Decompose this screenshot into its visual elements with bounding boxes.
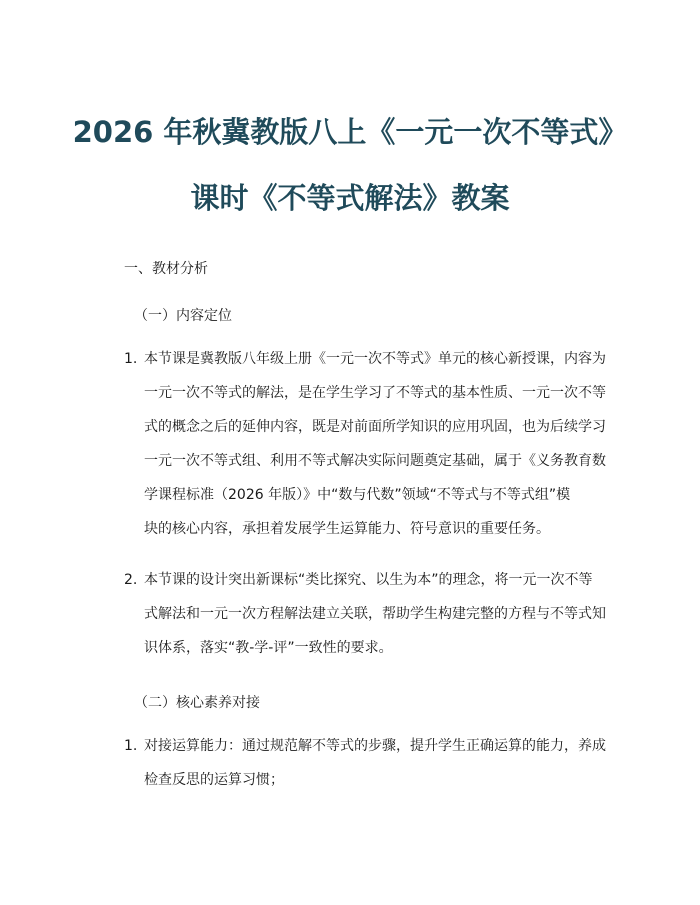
list-item: [124, 563, 606, 665]
list-item-number: 2.: [124, 572, 138, 588]
paragraph-line: 本节课是冀教版八年级上册《一元一次不等式》单元的核心新授课，内容为: [144, 351, 606, 367]
paragraph-line: 检查反思的运算习惯；: [144, 772, 284, 788]
paragraph-line: 块的核心内容，承担着发展学生运算能力、符号意识的重要任务。: [144, 521, 550, 537]
paragraph-line: 本节课的设计突出新课标“类比探究、以生为本”的理念，将一元一次不等: [144, 572, 593, 588]
paragraph-line: 一元一次不等式的解法，是在学生学习了不等式的基本性质、一元一次不等: [144, 385, 606, 401]
list-item: [124, 342, 606, 546]
document-title-line-1: 2026 年秋冀教版八上《一元一次不等式》: [72, 115, 628, 149]
paragraph-line: 识体系，落实“教-学-评”一致性的要求。: [144, 640, 393, 656]
list-item-number: 1.: [124, 351, 138, 367]
paragraph-line: 式的概念之后的延伸内容，既是对前面所学知识的应用巩固，也为后续学习: [144, 419, 606, 435]
paragraph-line: 对接运算能力：通过规范解不等式的步骤，提升学生正确运算的能力，养成: [144, 738, 606, 754]
list-item-number: 1.: [124, 738, 138, 754]
paragraph-line: 一元一次不等式组、利用不等式解决实际问题奠定基础，属于《义务教育数: [144, 453, 606, 469]
document-title-line-2: 课时《不等式解法》教案: [190, 181, 510, 215]
subsection-heading-core-literacy: （二）核心素养对接: [134, 695, 260, 711]
list-item: [124, 729, 606, 797]
paragraph-line: 学课程标准（2026 年版）》中“数与代数”领域“不等式与不等式组”模: [144, 487, 571, 503]
subsection-heading-content-positioning: （一）内容定位: [134, 308, 232, 324]
section-heading-textbook-analysis: 一、教材分析: [124, 261, 208, 277]
paragraph-line: 式解法和一元一次方程解法建立关联，帮助学生构建完整的方程与不等式知: [144, 606, 606, 622]
